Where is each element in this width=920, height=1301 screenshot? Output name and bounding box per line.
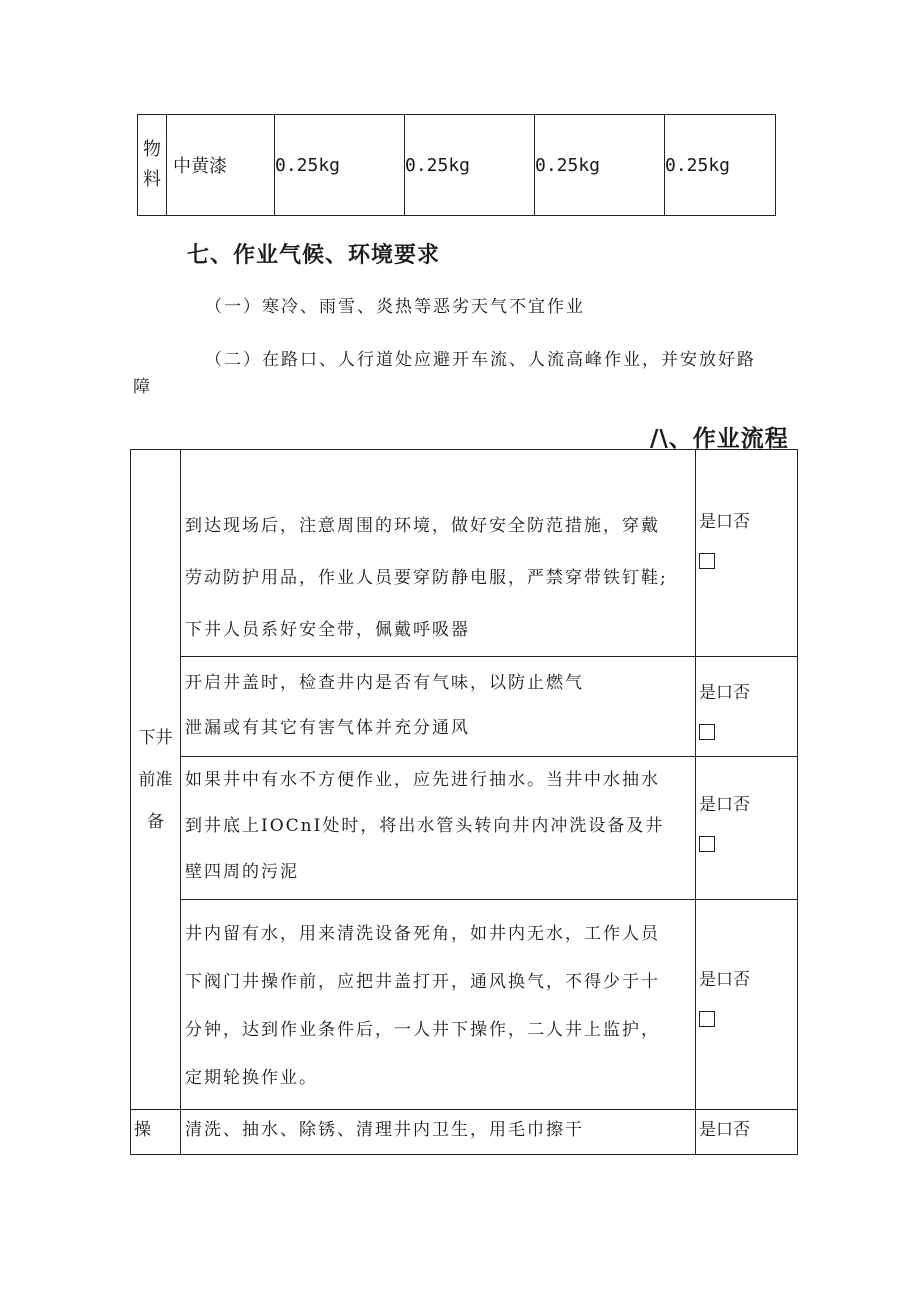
- phase-cell: [131, 450, 181, 1110]
- check-cell: [696, 757, 798, 900]
- phase-cell: [131, 1110, 181, 1155]
- paragraph: 障: [133, 377, 152, 397]
- table-row: [131, 657, 798, 757]
- step-line: 清洗、抽水、除锈、清理井内卫生，用毛巾擦干: [185, 1120, 584, 1140]
- yes-no-label: 是口否: [699, 795, 750, 815]
- step-cell: [181, 450, 696, 657]
- phase-label: 操: [134, 1120, 151, 1140]
- checkbox[interactable]: [699, 724, 715, 740]
- step-line: 如果井中有水不方便作业，应先进行抽水。当井中水抽水: [185, 770, 660, 790]
- category-cell: [138, 115, 167, 216]
- section-title: /\、作业流程: [650, 426, 789, 452]
- paragraph: （二）在路口、人行道处应避开车流、人流高峰作业，并安放好路: [205, 350, 756, 370]
- step-cell: [181, 900, 696, 1110]
- amount-cell: 0.25kg: [535, 115, 665, 216]
- paragraph: （一）寒冷、雨雪、炎热等恶劣天气不宜作业: [205, 297, 585, 317]
- step-line: 下阀门井操作前，应把井盖打开，通风换气，不得少于十: [185, 972, 660, 992]
- checkbox[interactable]: [699, 836, 715, 852]
- category-char: 物: [143, 139, 161, 160]
- step-line: 到达现场后，注意周围的环境，做好安全防范措施，穿戴: [185, 516, 660, 536]
- step-line: 定期轮换作业。: [185, 1068, 318, 1088]
- step-line: 分钟，达到作业条件后，一人井下操作，二人井上监护，: [185, 1020, 660, 1040]
- step-line: 泄漏或有其它有害气体并充分通风: [185, 718, 470, 738]
- check-cell: [696, 657, 798, 757]
- step-cell: [181, 1110, 696, 1155]
- yes-no-label: 是口否: [699, 970, 750, 990]
- table-row: [138, 115, 776, 216]
- section-title: 七、作业气候、环境要求: [187, 243, 441, 268]
- yes-no-label: 是口否: [699, 683, 750, 703]
- workflow-table: [130, 449, 798, 1155]
- step-line: 井内留有水，用来清洗设备死角，如井内无水，工作人员: [185, 924, 660, 944]
- check-cell: [696, 1110, 798, 1155]
- amount-cell: 0.25kg: [665, 115, 776, 216]
- step-line: 开启井盖时，检查井内是否有气味，以防止燃气: [185, 673, 584, 693]
- amount-cell: 0.25kg: [275, 115, 405, 216]
- table-row: [131, 757, 798, 900]
- checkbox[interactable]: [699, 553, 715, 569]
- step-line: 劳动防护用品，作业人员要穿防静电服，严禁穿带铁钉鞋;: [185, 568, 668, 588]
- yes-no-label: 是口否: [699, 512, 750, 532]
- yes-no-label: 是口否: [699, 1120, 750, 1140]
- materials-table: [137, 114, 776, 216]
- table-row: [131, 900, 798, 1110]
- step-line: 壁四周的污泥: [185, 862, 299, 882]
- amount-cell: 0.25kg: [405, 115, 535, 216]
- item-name: 中黄漆: [167, 115, 275, 216]
- table-row: [131, 1110, 798, 1155]
- check-cell: [696, 900, 798, 1110]
- category-char: 料: [143, 169, 161, 190]
- check-cell: [696, 450, 798, 657]
- step-cell: [181, 757, 696, 900]
- step-line: 下井人员系好安全带，佩戴呼吸器: [185, 620, 470, 640]
- step-line: 到井底上IOCnI处时，将出水管头转向井内冲洗设备及井: [185, 816, 665, 836]
- step-cell: [181, 657, 696, 757]
- checkbox[interactable]: [699, 1011, 715, 1027]
- phase-label: 下井前准备: [138, 727, 173, 832]
- table-row: [131, 450, 798, 657]
